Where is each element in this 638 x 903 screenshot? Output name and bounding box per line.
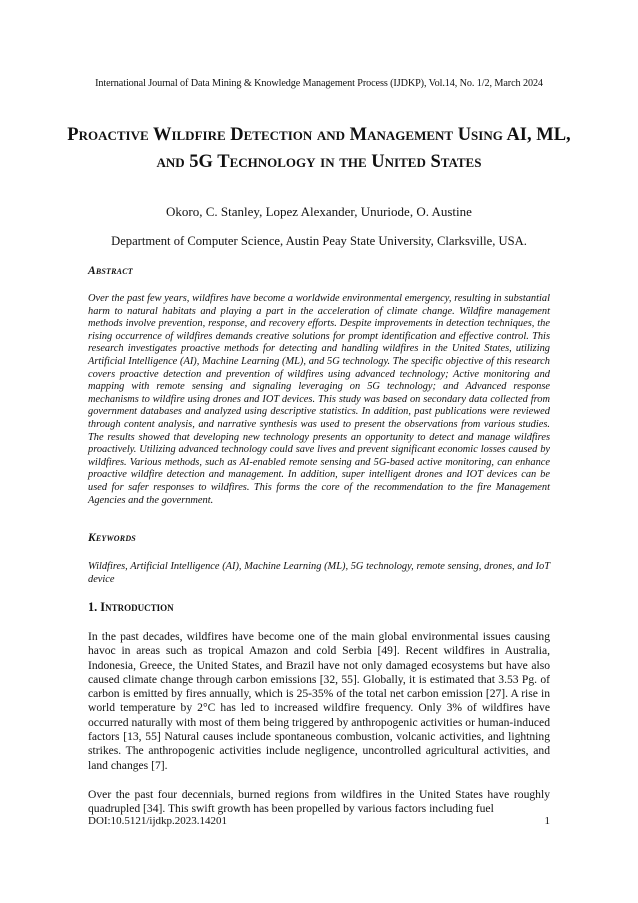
page-number: 1 xyxy=(544,815,550,827)
abstract-heading: Abstract xyxy=(88,265,133,277)
running-head: International Journal of Data Mining & Knowledge Management Process (IJDKP), Vol.14, No. 1/2, March 2024 xyxy=(95,78,543,89)
affiliation: Department of Computer Science, Austin Peay State University, Clarksville, USA. xyxy=(111,234,527,248)
introduction-paragraph-1: In the past decades, wildfires have become one of the main global environmental issues causing havoc in areas such as tropical Amazon and cold Serbia [49]. Recent wildfires in Australia, Indonesia, Greece, the United States, and Brazil have not only damaged ecosystems but have also caused climate change through carbon emissions [32, 55]. Globally, it is estimated that 3.53 Pg. of carbon is emitted by fires annually, which is 25-35% of the total net carbon emission [27]. A rise in world temperature by 2°C has led to increased wildfire frequency. Only 3% of wildfires have occurred naturally with most of them being triggered by anthropogenic activities or human-induced factors [13, 55] Natural causes include spontaneous combustion, volcanic activities, and lightning strikes. The anthropogenic activities include negligence, uncontrolled agricultural activities, and land changes [7]. xyxy=(88,630,550,772)
introduction-heading: 1. Introduction xyxy=(88,600,174,614)
abstract-text: Over the past few years, wildfires have become a worldwide environmental emergency, resulting in substantial harm to natural habitats and playing a part in the acceleration of climate change. Wildfire management methods involve prevention, response, and recovery efforts. Despite improvements in detection techniques, the rising occurrence of wildfires demands creative solutions for prompt identification and effective control. This research investigates proactive methods for detecting and handling wildfires in the United States, utilizing Artificial Intelligence (AI), Machine Learning (ML), and 5G technology. The specific objective of this research covers proactive detection and prevention of wildfires using advanced technology; Active monitoring and mapping with remote sensing and signaling leveraging on 5G technology; and Advanced response mechanisms to wildfire using drones and IOT devices. This study was based on secondary data collected from government databases and analyzed using descriptive statistics. In addition, past publications were reviewed through content analysis, and narrative synthesis was used to present the observations from various studies. The results showed that developing new technology presents an opportunity to detect and manage wildfires proactively. Utilizing advanced technology could save lives and prevent significant economic losses caused by wildfires. Various methods, such as AI-enabled remote sensing and 5G-based active monitoring, can enhance proactive wildfire detection and management. In addition, super intelligent drones and IOT devices can be used for safer responses to wildfires. This forms the core of the recommendation to the fire Management Agencies and the government. xyxy=(88,293,550,506)
keywords-text: Wildfires, Artificial Intelligence (AI), Machine Learning (ML), 5G technology, remote sensing, drones, and IoT device xyxy=(88,561,550,585)
introduction-paragraph-2: Over the past four decennials, burned regions from wildfires in the United States have roughly quadrupled [34]. This swift growth has been propelled by various factors including fuel xyxy=(88,788,550,816)
keywords-heading: Keywords xyxy=(88,532,136,544)
paper-title: Proactive Wildfire Detection and Management Using AI, ML, and 5G Technology in the United States xyxy=(67,125,571,172)
doi-footer: DOI:10.5121/ijdkp.2023.14201 xyxy=(88,815,228,827)
author-list: Okoro, C. Stanley, Lopez Alexander, Unuriode, O. Austine xyxy=(166,204,472,219)
